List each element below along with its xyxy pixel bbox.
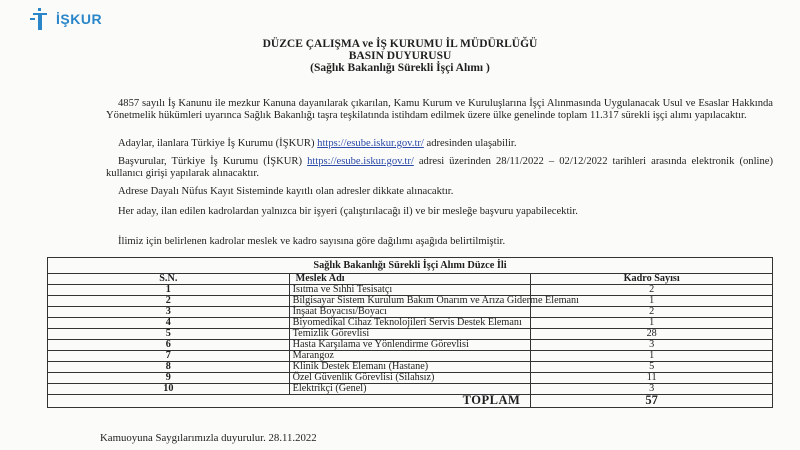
row-occupation: Elektrikçi (Genel) <box>289 384 531 395</box>
paragraph-distribution: İlimiz için belirlenen kadrolar meslek ve kadro sayısına göre dağılımı aşağıda belirtilmiştir. <box>118 236 506 247</box>
header-sn: S.N. <box>48 274 290 285</box>
table-row <box>48 307 773 318</box>
paragraph-address: Adrese Dayalı Nüfus Kayıt Sisteminde kayıtlı olan adresler dikkate alınacaktır. <box>118 186 454 197</box>
paragraph-text: adresinden ulaşabilir. <box>423 138 517 149</box>
row-occupation: İnşaat Boyacısı/Boyacı <box>289 307 531 318</box>
table-row <box>48 362 773 373</box>
row-occupation: Klinik Destek Elemanı (Hastane) <box>289 362 531 373</box>
paragraph-text: Adaylar, ilanlara Türkiye İş Kurumu (İŞKUR) <box>118 138 318 149</box>
row-occupation: Özel Güvenlik Görevlisi (Silahsız) <box>289 373 531 384</box>
row-count: 2 <box>531 307 773 318</box>
row-number: 3 <box>48 307 290 318</box>
row-number: 4 <box>48 318 290 329</box>
total-label: TOPLAM <box>48 395 531 408</box>
header-count: Kadro Sayısı <box>531 274 773 285</box>
total-row <box>48 395 773 408</box>
row-number: 2 <box>48 296 290 307</box>
row-occupation: Bilgisayar Sistem Kurulum Bakım Onarım ve Arıza Giderme Elemanı <box>289 296 531 307</box>
row-number: 6 <box>48 340 290 351</box>
paragraph-text: Başvurular, Türkiye İş Kurumu (İŞKUR) <box>118 156 308 167</box>
row-number: 8 <box>48 362 290 373</box>
header-subject: (Sağlık Bakanlığı Sürekli İşçi Alımı ) <box>310 62 490 74</box>
iskur-logo <box>30 8 102 30</box>
row-number: 7 <box>48 351 290 362</box>
row-count: 1 <box>531 318 773 329</box>
row-count: 2 <box>531 285 773 296</box>
row-number: 9 <box>48 373 290 384</box>
paragraph-intro: 4857 sayılı İş Kanunu ile mezkur Kanuna dayanılarak çıkarılan, Kamu Kurum ve Kuruluşlarına İşçi Alınmasında Uygulanacak Usul ve Esaslar Hakkında Yönetmelik hükümleri uyarınca Sağlık Bakanlığı taşra teşkilatında istihdam edilmek üzere ülke genelinde toplam 11.317 sürekli işçi alımı yapılacaktır. <box>106 98 773 121</box>
row-count: 11 <box>531 373 773 384</box>
logo-text: İŞKUR <box>56 11 103 27</box>
row-count: 28 <box>531 329 773 340</box>
row-number: 10 <box>48 384 290 395</box>
row-occupation: Temizlik Görevlisi <box>289 329 531 340</box>
header-occupation: Meslek Adı <box>289 274 531 285</box>
paragraph-text: adresi üzerinden 28/11/2022 – 02/12/2022 tarihleri arasında elektronik (online) kullanıcı girişi yapılarak alınacaktır. <box>106 156 773 179</box>
document-header <box>0 38 800 74</box>
iskur-link[interactable]: https://esube.iskur.gov.tr/ <box>317 138 424 149</box>
paragraph-announcement-link <box>106 138 773 150</box>
row-occupation: Isıtma ve Sıhhi Tesisatçı <box>289 285 531 296</box>
total-value: 57 <box>531 395 773 408</box>
table-row <box>48 384 773 395</box>
table-row <box>48 329 773 340</box>
table-caption: Sağlık Bakanlığı Sürekli İşçi Alımı Düzce İli <box>48 258 773 274</box>
row-number: 5 <box>48 329 290 340</box>
table-row <box>48 285 773 296</box>
row-count: 3 <box>531 384 773 395</box>
iskur-link[interactable]: https://esube.iskur.gov.tr/ <box>307 156 414 167</box>
paragraph-applications <box>106 156 773 179</box>
row-count: 5 <box>531 362 773 373</box>
table-row <box>48 318 773 329</box>
table-row <box>48 296 773 307</box>
row-number: 1 <box>48 285 290 296</box>
table-row <box>48 351 773 362</box>
iskur-logo-icon <box>30 8 50 30</box>
header-press-release: BASIN DUYURUSU <box>348 50 452 62</box>
row-occupation: Biyomedikal Cihaz Teknolojileri Servis Destek Elemanı <box>289 318 531 329</box>
row-count: 3 <box>531 340 773 351</box>
positions-table <box>47 257 773 408</box>
header-directorate: DÜZCE ÇALIŞMA ve İŞ KURUMU İL MÜDÜRLÜĞÜ <box>262 38 538 50</box>
positions-table-wrapper <box>47 257 773 408</box>
row-count: 1 <box>531 351 773 362</box>
row-occupation: Hasta Karşılama ve Yönlendirme Görevlisi <box>289 340 531 351</box>
row-count: 1 <box>531 296 773 307</box>
table-row <box>48 340 773 351</box>
closing-line: Kamuoyuna Saygılarımızla duyurulur. 28.11.2022 <box>100 432 317 444</box>
paragraph-one-application: Her aday, ilan edilen kadrolardan yalnızca bir işyeri (çalıştırılacağı il) ve bir mesleğe başvuru yapabilecektir. <box>118 206 578 217</box>
table-row <box>48 373 773 384</box>
row-occupation: Marangoz <box>289 351 531 362</box>
